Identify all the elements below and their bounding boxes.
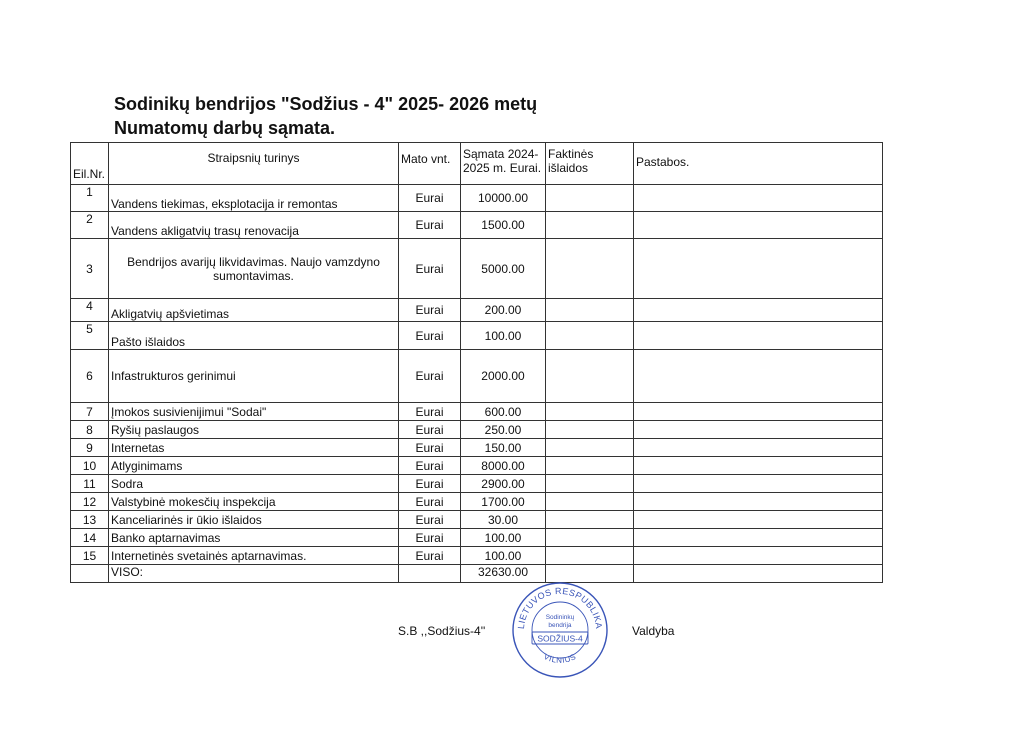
row-notes bbox=[634, 439, 883, 457]
row-unit: Eurai bbox=[399, 475, 461, 493]
row-nr: 15 bbox=[71, 547, 109, 565]
row-actual bbox=[546, 299, 634, 322]
table-row bbox=[71, 185, 883, 212]
row-amount: 30.00 bbox=[461, 511, 546, 529]
stamp-name: SODŽIUS-4 bbox=[537, 633, 583, 644]
row-notes bbox=[634, 457, 883, 475]
row-item: Valstybinė mokesčių inspekcija bbox=[109, 493, 399, 511]
row-nr: 13 bbox=[71, 511, 109, 529]
row-amount: 200.00 bbox=[461, 299, 546, 322]
row-nr: 5 bbox=[71, 322, 109, 350]
signature-board: Valdyba bbox=[632, 624, 675, 638]
row-notes bbox=[634, 547, 883, 565]
row-item-line2: sumontavimas. bbox=[213, 268, 294, 283]
document-subtitle: Numatomų darbų sąmata. bbox=[114, 118, 336, 138]
row-item: Internetas bbox=[109, 439, 399, 457]
row-nr: 10 bbox=[71, 457, 109, 475]
row-item: Banko aptarnavimas bbox=[109, 529, 399, 547]
table-row bbox=[71, 439, 883, 457]
row-notes bbox=[634, 529, 883, 547]
row-amount: 10000.00 bbox=[461, 185, 546, 212]
header-unit: Mato vnt. bbox=[399, 143, 461, 185]
row-actual bbox=[546, 457, 634, 475]
row-actual bbox=[546, 185, 634, 212]
stamp-line1: Sodininkų bbox=[545, 614, 575, 621]
header-actual-line1: Faktinės bbox=[548, 147, 594, 161]
row-actual bbox=[546, 322, 634, 350]
row-nr: 7 bbox=[71, 403, 109, 421]
row-amount: 1700.00 bbox=[461, 493, 546, 511]
table-row bbox=[71, 511, 883, 529]
total-nr bbox=[71, 565, 109, 583]
header-estimate-line2: 2025 m. Eurai. bbox=[463, 161, 542, 175]
row-item-line1: Bendrijos avarijų likvidavimas. Naujo vamzdyno bbox=[127, 254, 380, 269]
total-amount: 32630.00 bbox=[461, 565, 546, 583]
row-notes bbox=[634, 403, 883, 421]
row-actual bbox=[546, 403, 634, 421]
table-row bbox=[71, 350, 883, 403]
row-item: Infastrukturos gerinimui bbox=[109, 350, 399, 403]
row-unit: Eurai bbox=[399, 493, 461, 511]
row-nr: 1 bbox=[71, 185, 109, 212]
total-unit bbox=[399, 565, 461, 583]
row-unit: Eurai bbox=[399, 322, 461, 350]
row-amount: 2900.00 bbox=[461, 475, 546, 493]
row-amount: 150.00 bbox=[461, 439, 546, 457]
row-item bbox=[109, 239, 399, 299]
row-amount: 1500.00 bbox=[461, 212, 546, 239]
row-unit: Eurai bbox=[399, 547, 461, 565]
stamp-ring-text: LIETUVOS RESPUBLIKA bbox=[515, 585, 605, 630]
row-notes bbox=[634, 511, 883, 529]
stamp-line2: bendrija bbox=[548, 622, 572, 629]
row-actual bbox=[546, 350, 634, 403]
row-unit: Eurai bbox=[399, 350, 461, 403]
estimate-table bbox=[70, 142, 883, 583]
header-estimate bbox=[461, 143, 546, 185]
total-row bbox=[71, 565, 883, 583]
table-row bbox=[71, 529, 883, 547]
row-item: Atlyginimams bbox=[109, 457, 399, 475]
row-nr: 3 bbox=[71, 239, 109, 299]
row-nr: 4 bbox=[71, 299, 109, 322]
total-label: VISO: bbox=[109, 565, 399, 583]
row-unit: Eurai bbox=[399, 529, 461, 547]
row-nr: 8 bbox=[71, 421, 109, 439]
row-item: Vandens tiekimas, eksplotacija ir remontas bbox=[109, 185, 399, 212]
row-actual bbox=[546, 475, 634, 493]
table-row bbox=[71, 299, 883, 322]
row-item: Pašto išlaidos bbox=[109, 322, 399, 350]
row-nr: 14 bbox=[71, 529, 109, 547]
row-notes bbox=[634, 475, 883, 493]
row-amount: 100.00 bbox=[461, 547, 546, 565]
row-nr: 11 bbox=[71, 475, 109, 493]
signature-organization: S.B ,,Sodžius-4'' bbox=[398, 624, 486, 638]
row-notes bbox=[634, 322, 883, 350]
row-notes bbox=[634, 239, 883, 299]
table-row bbox=[71, 493, 883, 511]
table-row bbox=[71, 475, 883, 493]
table-row bbox=[71, 212, 883, 239]
document-title: Sodinikų bendrijos "Sodžius - 4" 2025- 2026 metų bbox=[114, 94, 538, 114]
row-unit: Eurai bbox=[399, 299, 461, 322]
row-amount: 5000.00 bbox=[461, 239, 546, 299]
row-unit: Eurai bbox=[399, 457, 461, 475]
row-actual bbox=[546, 529, 634, 547]
row-notes bbox=[634, 421, 883, 439]
row-amount: 600.00 bbox=[461, 403, 546, 421]
row-amount: 8000.00 bbox=[461, 457, 546, 475]
table-row bbox=[71, 239, 883, 299]
row-unit: Eurai bbox=[399, 403, 461, 421]
header-actual-line2: išlaidos bbox=[548, 161, 589, 175]
table-row bbox=[71, 403, 883, 421]
table-row bbox=[71, 457, 883, 475]
row-item: Internetinės svetainės aptarnavimas. bbox=[109, 547, 399, 565]
row-notes bbox=[634, 185, 883, 212]
header-nr: Eil.Nr. bbox=[71, 143, 109, 185]
row-actual bbox=[546, 547, 634, 565]
row-notes bbox=[634, 493, 883, 511]
row-actual bbox=[546, 212, 634, 239]
row-nr: 6 bbox=[71, 350, 109, 403]
row-amount: 250.00 bbox=[461, 421, 546, 439]
table-row bbox=[71, 322, 883, 350]
row-unit: Eurai bbox=[399, 185, 461, 212]
stamp-city: VILNIUS bbox=[542, 651, 578, 665]
total-notes bbox=[634, 565, 883, 583]
row-actual bbox=[546, 511, 634, 529]
row-unit: Eurai bbox=[399, 212, 461, 239]
row-amount: 100.00 bbox=[461, 322, 546, 350]
table-row bbox=[71, 421, 883, 439]
row-nr: 2 bbox=[71, 212, 109, 239]
row-actual bbox=[546, 439, 634, 457]
official-stamp bbox=[510, 580, 610, 680]
row-nr: 9 bbox=[71, 439, 109, 457]
header-item: Straipsnių turinys bbox=[109, 143, 399, 185]
row-unit: Eurai bbox=[399, 239, 461, 299]
row-item: Kanceliarinės ir ūkio išlaidos bbox=[109, 511, 399, 529]
row-notes bbox=[634, 299, 883, 322]
row-item: Sodra bbox=[109, 475, 399, 493]
stamp-inner-ring bbox=[532, 602, 588, 658]
row-item: Įmokos susivienijimui "Sodai" bbox=[109, 403, 399, 421]
row-notes bbox=[634, 350, 883, 403]
row-actual bbox=[546, 239, 634, 299]
row-item: Ryšių paslaugos bbox=[109, 421, 399, 439]
row-unit: Eurai bbox=[399, 439, 461, 457]
row-nr: 12 bbox=[71, 493, 109, 511]
row-unit: Eurai bbox=[399, 421, 461, 439]
header-notes: Pastabos. bbox=[634, 143, 883, 185]
row-item: Vandens akligatvių trasų renovacija bbox=[109, 212, 399, 239]
row-actual bbox=[546, 493, 634, 511]
row-amount: 100.00 bbox=[461, 529, 546, 547]
row-notes bbox=[634, 212, 883, 239]
row-amount: 2000.00 bbox=[461, 350, 546, 403]
row-unit: Eurai bbox=[399, 511, 461, 529]
header-actual bbox=[546, 143, 634, 185]
header-estimate-line1: Sąmata 2024- bbox=[463, 147, 539, 161]
row-item: Akligatvių apšvietimas bbox=[109, 299, 399, 322]
row-actual bbox=[546, 421, 634, 439]
table-row bbox=[71, 547, 883, 565]
